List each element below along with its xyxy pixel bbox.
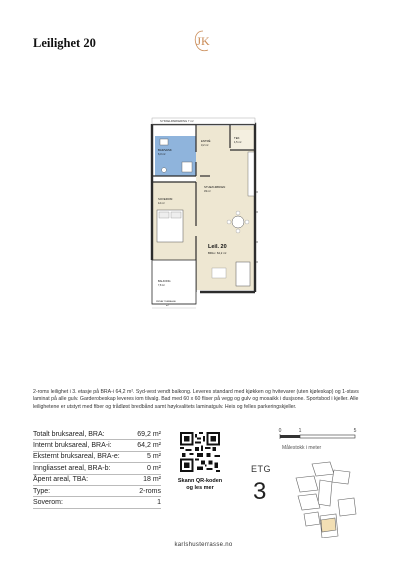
scale-bar xyxy=(260,426,370,456)
qr-caption-line1: Skann QR-koden xyxy=(177,478,223,484)
table-row xyxy=(33,440,161,451)
bedroom-label: SOVEROM xyxy=(158,197,173,201)
spec-label: Eksternt bruksareal, BRA-e: xyxy=(33,451,134,462)
entry-label: ENTRÉ xyxy=(201,139,211,143)
living-label: STUE/KJØKKEN xyxy=(204,185,226,189)
floor-plan xyxy=(140,112,270,324)
tech-area: 1,5 m² xyxy=(234,141,242,144)
qr-code[interactable] xyxy=(180,432,220,472)
page-title: Leilighet 20 xyxy=(33,36,96,50)
table-row xyxy=(33,463,161,474)
scale-tick-5: 5 xyxy=(353,428,357,434)
spec-label: Internt bruksareal, BRA-i: xyxy=(33,440,134,451)
spec-label: Inngliasset areal, BRA-b: xyxy=(33,463,134,474)
scale-caption: Målestokk i meter xyxy=(282,445,322,451)
living-area: 33 m² xyxy=(204,190,211,193)
spec-table xyxy=(33,429,161,509)
table-row xyxy=(33,485,161,496)
scale-tick-1: 1 xyxy=(298,428,302,434)
balcony-area: 7,8 m² xyxy=(158,284,165,287)
dining-table xyxy=(232,216,244,228)
entry-area: 3,2 m² xyxy=(201,144,209,147)
spec-label: Type: xyxy=(33,485,134,496)
terrace-label: PRIVAT TERRASSE xyxy=(156,301,176,303)
spec-label: Soverom: xyxy=(33,497,134,508)
table-row xyxy=(33,474,161,485)
bath-label: BAD/VASK xyxy=(158,148,172,152)
tech-label: TEK xyxy=(234,136,240,140)
spec-value: 64,2 m² xyxy=(134,440,162,451)
unit-title: Leil. 20 xyxy=(208,244,227,250)
spec-label: Åpent areal, TBA: xyxy=(33,474,134,485)
logo-text: JK xyxy=(196,34,210,48)
qr-caption-line2: og les mer xyxy=(186,485,214,492)
spec-value: 0 m² xyxy=(134,463,162,474)
spec-value: 1 xyxy=(134,497,162,508)
bedroom-area: 12 m² xyxy=(158,202,165,205)
floor-number: 3 xyxy=(253,478,267,505)
spec-value: 18 m² xyxy=(134,474,162,485)
highlighted-unit xyxy=(321,518,336,532)
bath-area: 6,3 m² xyxy=(158,153,166,156)
parking-label: SYKKELPARKERING 7 m² xyxy=(160,119,194,123)
terrace-area: m² xyxy=(166,305,169,307)
site-plan xyxy=(290,460,360,538)
balcony-label: BALKONG xyxy=(158,280,171,283)
floor-label: ETG xyxy=(251,464,272,474)
spec-value: 5 m² xyxy=(134,451,162,462)
apartment-description: 2-roms leilighet i 3. etasje på BRA-i 64,2 m². Syd-vest vendt balkong. Leveres standard med kjøkken og hvitevarer (uten kjøleskap) og 1-stavs laminat på alle gulv. Garderobeskap leveres iom tilvalg. Bad med 60 x 60 fliser på vegg og gulv og mosaikk i dusjsone. Sportsbod i kjeller. Alle leilighetene er utstyrt med fiber og trådløst bredbånd samt høykvalitets laminatgulv. Heis og felles parkeringskjeller. xyxy=(33,389,359,410)
table-row xyxy=(33,429,161,440)
spec-label: Totalt bruksareal, BRA: xyxy=(33,429,134,440)
unit-area: BRA-i: 64,2 m² xyxy=(208,251,227,255)
spec-value: 69,2 m² xyxy=(134,429,162,440)
table-row xyxy=(33,497,161,508)
qr-caption xyxy=(170,478,230,493)
sofa xyxy=(236,262,250,286)
website-link[interactable]: karlshusterrasse.no xyxy=(174,542,233,548)
scale-tick-0: 0 xyxy=(278,428,282,434)
brand-logo xyxy=(190,28,216,54)
table-row xyxy=(33,451,161,462)
spec-value: 2-roms xyxy=(134,485,162,496)
